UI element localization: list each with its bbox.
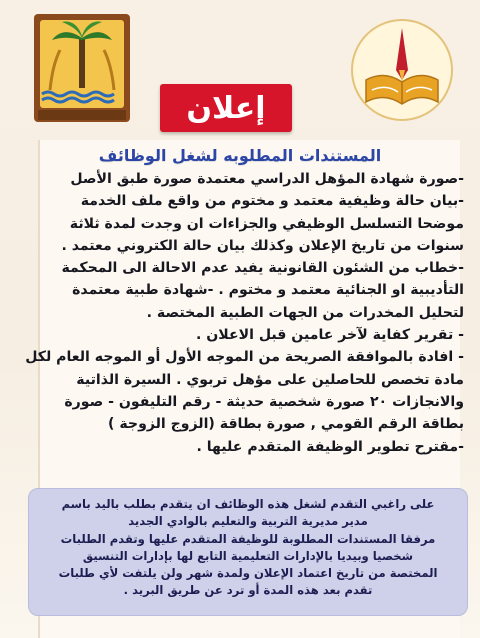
requirement-line: بطاقة الرقم القومي , صورة بطاقة (الزوج الزوجة )	[108, 416, 464, 433]
requirement-line: لتحليل المخدرات من الجهات الطبية المختصة .	[146, 304, 464, 321]
requirement-line: سنوات من تاريخ الإعلان وكذلك بيان حالة الكتروني معتمد .	[61, 237, 464, 254]
notice-line: على راغبي التقدم لشغل هذه الوظائف ان يتقدم بطلب باليد باسم	[61, 497, 435, 511]
education-directorate-logo	[346, 10, 458, 138]
notice-line: شخصيا وبيديا بالإدارات التعليمية التابع لها بإدارات التنسيق	[82, 548, 414, 563]
requirement-line: مادة تخصص للحاصلين على مؤهل تربوي . السيرة الذاتية	[76, 371, 464, 388]
requirement-line: -صورة شهادة المؤهل الدراسي معتمدة صورة طبق الأصل	[70, 171, 464, 187]
page-title: المستندات المطلوبه لشغل الوظائف	[98, 146, 382, 165]
requirement-line: - تقرير كفاية لآخر عامين قبل الاعلان .	[195, 327, 464, 344]
requirement-line: والانجازات ٢٠ صورة شخصية حديثة - رقم التليفون - صورة	[64, 393, 464, 410]
requirement-line: -بيان حالة وظيفية معتمد و مختوم من واقع ملف الخدمة	[80, 193, 464, 210]
governorate-emblem-logo	[28, 10, 136, 130]
notice-line: مدير مديرية التربية والتعليم بالوادي الجديد	[128, 514, 368, 529]
announcement-banner: إعلان	[160, 84, 292, 132]
application-notice-box	[28, 488, 468, 616]
requirement-line: -مقترح تطوير الوظيفة المتقدم عليها .	[196, 438, 464, 455]
notice-line: المختصة من تاريخ اعتماد الإعلان ولمدة شهر ولن يلتفت لأي طلبات	[58, 566, 438, 581]
book-pen-icon	[346, 10, 458, 138]
governorate-emblem-icon	[28, 10, 136, 130]
requirement-line: -خطاب من الشئون القانونية يفيد عدم الاحالة الى المحكمة	[61, 260, 464, 277]
requirement-line: - افادة بالموافقة الصريحة من الموجه الأول أو الموجه العام لكل	[25, 349, 464, 366]
requirement-line: التأديبية او الجنائية معتمد و مختوم . -شهادة طبية معتمدة	[72, 282, 464, 299]
notice-line: مرفقا المستندات المطلوبة للوظيفة المتقدم عليها وتقدم الطلبات	[60, 531, 436, 546]
requirement-line: موضحا التسلسل الوظيفي والجزاءات ان وجدت لمدة ثلاثة	[69, 215, 464, 232]
requirements-list	[12, 168, 464, 458]
notice-line: تقدم بعد هذه المدة أو ترد عن طريق البريد .	[123, 583, 373, 598]
